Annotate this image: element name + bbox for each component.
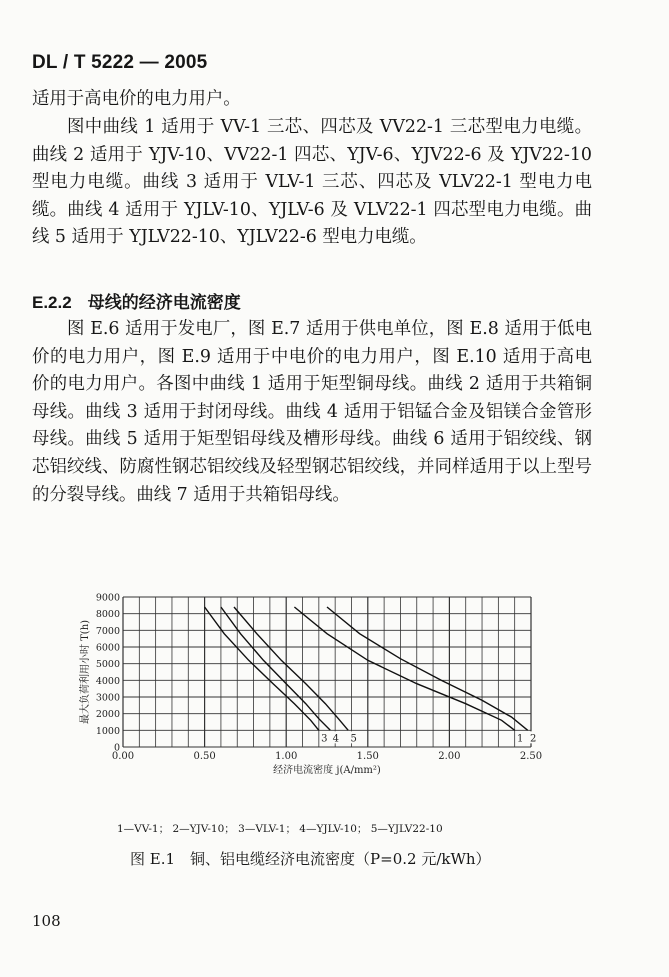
current-density-chart bbox=[0, 578, 669, 818]
y-tick-label: 2000 bbox=[95, 709, 120, 721]
figure-legend: 1—VV-1； 2—YJV-10； 3—VLV-1； 4—YJLV-10； 5—YJLV22-10 bbox=[117, 823, 443, 835]
section-title: 母线的经济电流密度 bbox=[87, 293, 241, 313]
section-heading bbox=[32, 288, 241, 313]
curve-3 bbox=[205, 607, 319, 730]
curve-label-5: 5 bbox=[350, 733, 357, 745]
x-axis-label: 经济电流密度 j(A/mm²) bbox=[273, 765, 381, 776]
curve-5 bbox=[234, 607, 348, 730]
x-tick-label: 0.00 bbox=[111, 751, 135, 762]
curve-label-2: 2 bbox=[530, 733, 537, 745]
y-axis-label: 最大负荷利用小时 T(h) bbox=[80, 619, 91, 725]
y-tick-label: 6000 bbox=[95, 642, 120, 654]
section-number: E.2.2 bbox=[32, 293, 72, 312]
y-tick-label: 9000 bbox=[95, 592, 120, 604]
x-tick-label: 2.00 bbox=[438, 751, 461, 762]
x-tick-label: 2.50 bbox=[519, 751, 543, 762]
y-tick-label: 7000 bbox=[95, 625, 120, 637]
y-tick-label: 4000 bbox=[95, 675, 120, 687]
y-tick-label: 3000 bbox=[95, 692, 120, 704]
curve-label-3: 3 bbox=[321, 733, 328, 745]
document-header: DL / T 5222 — 2005 bbox=[32, 52, 208, 73]
paragraph-intro: 适用于高电价的电力用户。 bbox=[32, 89, 241, 109]
paragraph-busbar-description: 图 E.6 适用于发电厂，图 E.7 适用于供电单位，图 E.8 适用于低电价的电力用户，图 E.9 适用于中电价的电力用户，图 E.10 适用于高电价的电力用户。各图中曲线 1 适用于矩型铜母线。曲线 2 适用于共箱铜母线。曲线 3 适用于封闭母线。曲线 4 适用于铝锰合金及铝镁合金管形母线。曲线 5 适用于矩型铝母线及槽形母线。曲线 6 适用于铝绞线、钢芯铝绞线、防腐性钢芯铝绞线及轻型钢芯铝绞线，并同样适用于以上型号的分裂导线。曲线 7 适用于共箱铝母线。 bbox=[32, 319, 592, 505]
figure-caption: 图 E.1 铜、铝电缆经济电流密度（P=0.2 元/kWh） bbox=[130, 850, 491, 868]
y-tick-label: 0 bbox=[113, 742, 120, 754]
y-tick-label: 5000 bbox=[95, 659, 120, 671]
curve-label-4: 4 bbox=[332, 733, 339, 745]
paragraph-curves-description: 图中曲线 1 适用于 VV-1 三芯、四芯及 VV22-1 三芯型电力电缆。曲线 2 适用于 YJV-10、VV22-1 四芯、YJV-6、YJV22-6 及 YJV22-10 型电力电缆。曲线 3 适用于 VLV-1 三芯、四芯及 VLV22-1 型电力电缆。曲线 4 适用于 YJLV-10、YJLV-6 及 VLV22-1 四芯型电力电缆。曲线 5 适用于 YJLV22-10、YJLV22-6 型电力电缆。 bbox=[32, 117, 592, 248]
x-tick-label: 0.50 bbox=[193, 751, 216, 762]
page-number: 108 bbox=[32, 912, 61, 930]
x-tick-label: 1.50 bbox=[356, 751, 379, 762]
y-tick-label: 8000 bbox=[95, 609, 120, 621]
curve-label-1: 1 bbox=[516, 733, 524, 745]
curve-2 bbox=[327, 607, 528, 730]
x-tick-label: 1.00 bbox=[275, 751, 298, 762]
y-tick-label: 1000 bbox=[95, 725, 120, 737]
